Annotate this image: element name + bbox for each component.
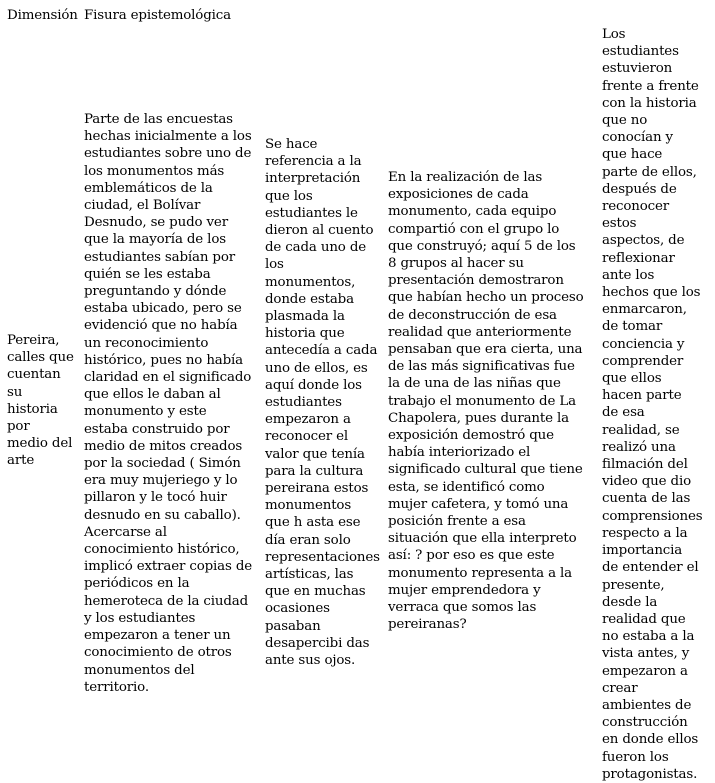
- header-dimension: Dimensión: [7, 8, 78, 23]
- header-fisura-epistemologica: Fisura epistemológica: [84, 8, 231, 23]
- cell-fisura-encuestas: Parte de las encuestas hechas inicialmente a los estudiantes sobre uno de los monumentos más emblemáticos de la ciudad, el Bolívar Desnudo, se pudo ver que la mayoría de los estudiantes sabían por quién se les estaba preguntando y dónde estaba ubicado, pero se evidenció que no había un reconocimiento histórico, pues no había claridad en el significado que ellos le daban al monumento y este estaba construido por medio de mitos creados por la sociedad ( Simón era muy mujeriego y lo pillaron y le tocó huir desnudo en su caballo). Acercarse al conocimiento histórico, implicó extraer copias de periódicos en la hemeroteca de la ciudad y los estudiantes empezaron a tener un conocimiento de otros monumentos del territorio.: [84, 112, 253, 695]
- cell-exposiciones: En la realización de las exposiciones de cada monumento, cada equipo compartió con el grupo lo que construyó; aquí 5 de los 8 grupos al hacer su presentación demostraron que habían hecho un proceso de deconstrucción de esa realidad que anteriormente pensaban que era cierta, una de las más significativas fue la de una de las niñas que trabajo el monumento de La Chapolera, pues durante la exposición demostró que había interiorizado el significado cultural que tiene esta, se identificó como mujer cafetera, y tomó una posición frente a esa situación que ella interpreto así: ? por eso es que este monumento representa a la mujer emprendedora y verraca que somos las pereiranas?: [388, 170, 584, 633]
- cell-interpretacion-cuento: Se hace referencia a la interpretación que los estudiantes le dieron al cuento de cada uno de los monumentos, donde estaba plasmada la historia que antecedía a cada uno de ellos, es aquí donde los estudiantes empezaron a reconocer el valor que tenía para la cultura pereirana estos monumentos que h asta ese día eran solo representaciones artísticas, las que en muchas ocasiones pasaban desapercibi das ante sus ojos.: [265, 137, 380, 669]
- cell-dimension-value: Pereira, calles que cuentan su historia por medio del arte: [7, 333, 74, 469]
- cell-conclusion-estudiantes: Los estudiantes estuvieron frente a frente con la historia que no conocían y que hace parte de ellos, después de reconocer estos aspectos, de reflexionar ante los hechos que los enmarcaron, de tomar conciencia y comprender que ellos hacen parte de esa realidad, se realizó una filmación del video que dio cuenta de las comprensiones respecto a la importancia de entender el presente, desde la realidad que no estaba a la vista antes, y empezaron a crear ambientes de construcción en donde ellos fueron los protagonistas.: [602, 27, 703, 782]
